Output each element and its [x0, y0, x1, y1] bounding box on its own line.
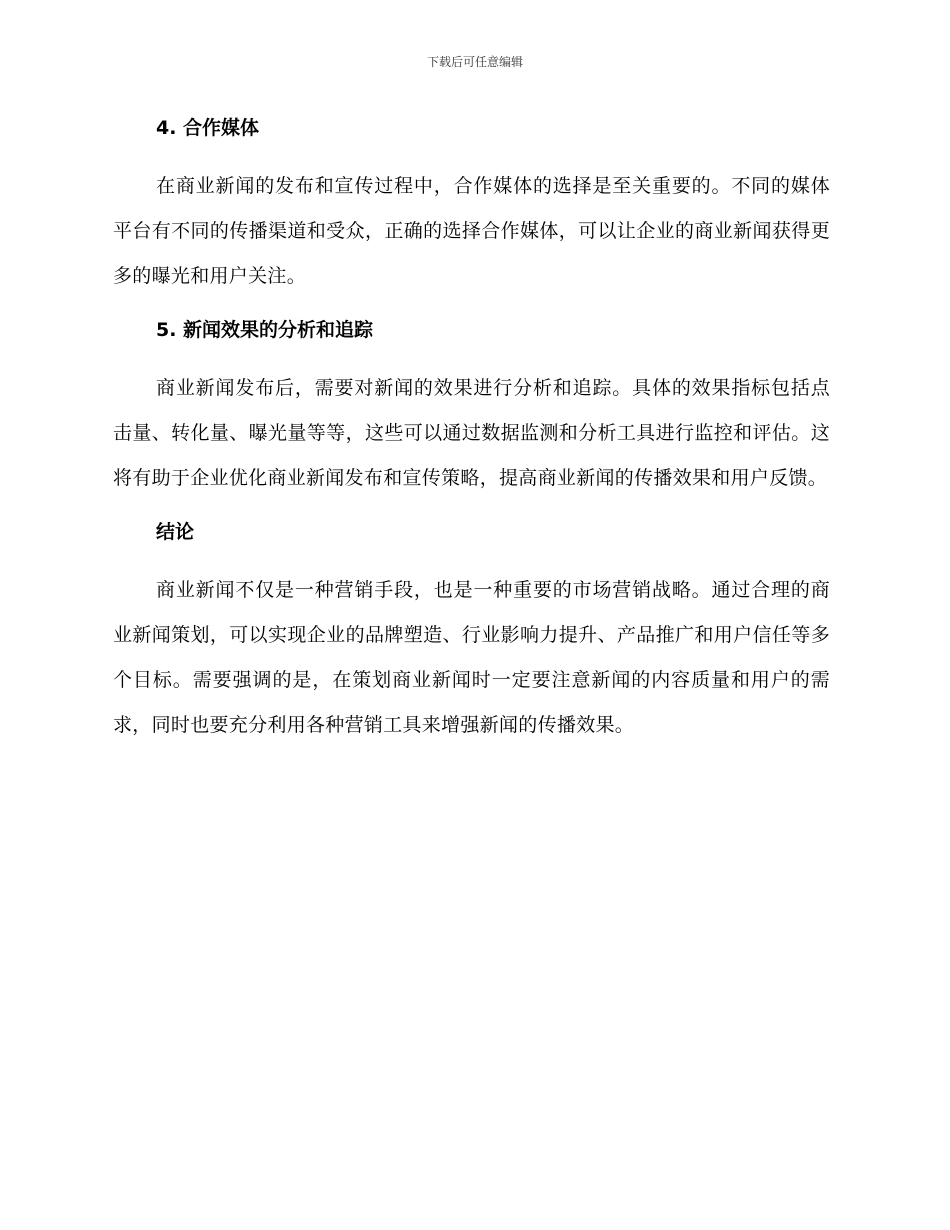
- section-heading-partner-media: 4. 合作媒体: [156, 117, 260, 139]
- section-paragraph-news-effect-analysis: 商业新闻发布后，需要对新闻的效果进行分析和追踪。具体的效果指标包括点击量、转化量、曝光量等等，这些可以通过数据监测和分析工具进行监控和评估。这将有助于企业优化商业新闻发布和宣传策略，提高商业新闻的传播效果和用户反馈。: [113, 377, 830, 489]
- section-heading-conclusion: 结论: [156, 521, 195, 543]
- section-paragraph-partner-media: 在商业新闻的发布和宣传过程中，合作媒体的选择是至关重要的。不同的媒体平台有不同的传播渠道和受众，正确的选择合作媒体，可以让企业的商业新闻获得更多的曝光和用户关注。: [113, 175, 830, 287]
- section-heading-news-effect-analysis: 5. 新闻效果的分析和追踪: [156, 319, 374, 341]
- header-note: 下载后可任意编辑: [426, 55, 523, 69]
- section-paragraph-conclusion: 商业新闻不仅是一种营销手段，也是一种重要的市场营销战略。通过合理的商业新闻策划，可以实现企业的品牌塑造、行业影响力提升、产品推广和用户信任等多个目标。需要强调的是，在策划商业新闻时一定要注意新闻的内容质量和用户的需求，同时也要充分利用各种营销工具来增强新闻的传播效果。: [113, 579, 830, 736]
- document-body: [113, 112, 830, 748]
